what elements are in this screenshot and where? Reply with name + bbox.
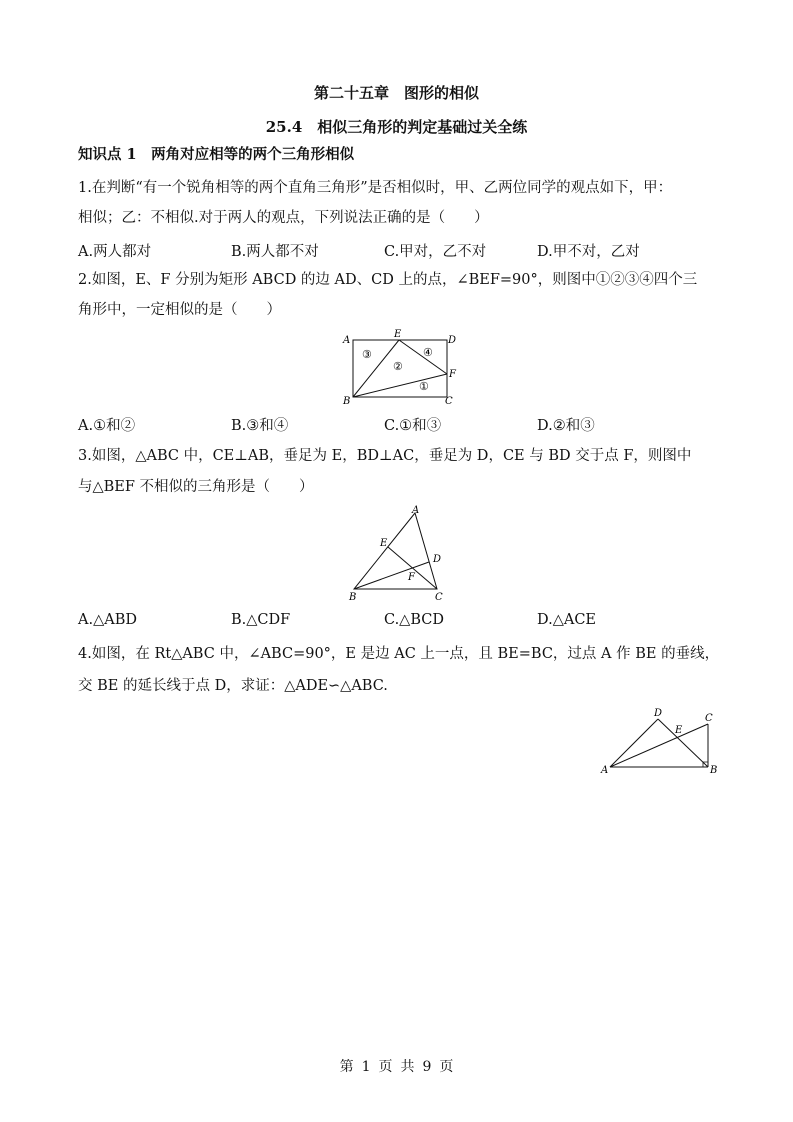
figure-right-triangle-abc [598,704,728,780]
label-e: E [380,538,388,549]
question-1-line-2: 相似；乙：不相似.对于两人的观点，下列说法正确的是（ ） [78,210,489,226]
question-2-option-c: C.①和③ [384,418,442,434]
figure-rectangle-abcd [335,328,465,408]
label-a: A [412,505,420,516]
footer-current-page: 1 [361,1059,371,1075]
question-1-option-a: A.两人都对 [78,244,152,260]
region-2: ② [393,360,403,373]
segment-ad [610,719,658,767]
region-3: ③ [362,348,372,361]
footer-total-pages: 9 [422,1059,432,1075]
question-2-line-1: 2.如图，E、F 分别为矩形 ABCD 的边 AD、CD 上的点，∠BEF=90°，则图中①②③④四个三 [78,272,698,288]
label-c: C [445,396,453,407]
question-3-option-b: B.△CDF [231,612,291,628]
question-2-option-a: A.①和② [78,418,136,434]
question-3-line-2: 与△BEF 不相似的三角形是（ ） [78,479,314,495]
knowledge-point-heading: 知识点 1 两角对应相等的两个三角形相似 [78,146,355,163]
footer-part: 页 [378,1059,393,1075]
question-2-option-d: D.②和③ [537,418,595,434]
question-3-option-d: D.△ACE [537,612,597,628]
label-d: D [654,708,663,719]
page-footer [0,1056,793,1076]
label-f: F [449,369,456,380]
label-a: A [601,765,609,776]
label-e: E [675,725,683,736]
region-1: ① [419,380,429,393]
label-b: B [343,396,351,407]
question-2-option-b: B.③和④ [231,418,289,434]
question-1-option-c: C.甲对，乙不对 [384,244,487,260]
triangle-abc [354,513,437,589]
label-b: B [349,592,357,603]
label-f: F [408,572,415,583]
question-3-option-a: A.△ABD [78,612,137,628]
segment-bf [353,374,447,397]
label-c: C [705,713,713,724]
label-d: D [433,554,442,565]
question-1-line-1: 1.在判断“有一个锐角相等的两个直角三角形”是否相似时，甲、乙两位同学的观点如下，甲： [78,180,673,196]
label-e: E [394,329,402,340]
footer-part: 页 [439,1059,454,1075]
label-c: C [435,592,443,603]
footer-part: 第 [339,1059,354,1075]
chapter-title: 第二十五章 图形的相似 [313,84,479,102]
footer-part: 共 [400,1059,415,1075]
label-a: A [343,335,351,346]
region-4: ④ [423,346,433,359]
label-d: D [448,335,457,346]
label-b: B [710,765,718,776]
question-2-line-2: 角形中，一定相似的是（ ） [78,302,281,318]
question-1-option-d: D.甲不对，乙对 [537,244,640,260]
question-4-line-2: 交 BE 的延长线于点 D，求证：△ADE∽△ABC. [78,678,388,694]
question-3-option-c: C.△BCD [384,612,444,628]
question-4-line-1: 4.如图，在 Rt△ABC 中，∠ABC=90°，E 是边 AC 上一点，且 BE=BC，过点 A 作 BE 的垂线， [78,646,720,662]
question-3-line-1: 3.如图，△ABC 中，CE⊥AB，垂足为 E，BD⊥AC，垂足为 D，CE 与 BD 交于点 F，则图中 [78,448,692,464]
question-1-option-b: B.两人都不对 [231,244,319,260]
figure-triangle-abc [342,504,452,604]
section-title: 25.4 相似三角形的判定基础过关全练 [265,118,528,136]
segment-ac [610,724,708,767]
